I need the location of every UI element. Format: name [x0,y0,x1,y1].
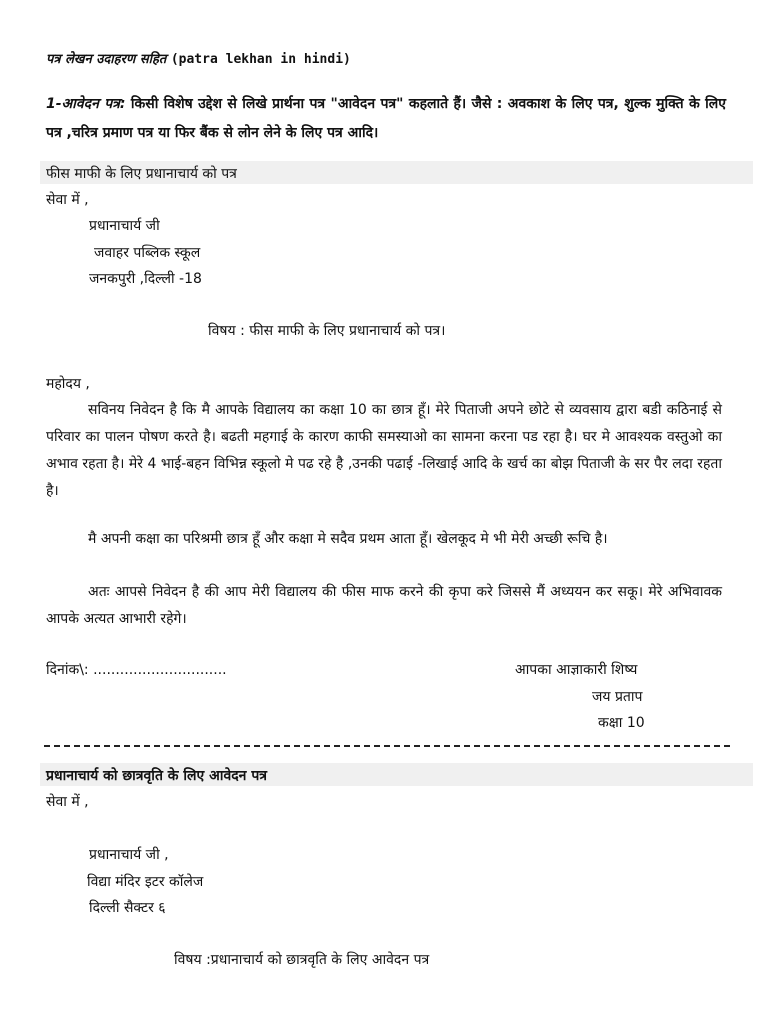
letter2-address-line-1: प्रधानाचार्य जी , [89,847,169,863]
letter1-salutation-to: सेवा में , [46,192,89,208]
letter2-subject: विषय :प्रधानाचार्य को छात्रवृति के लिए आवेदन पत्र [174,952,430,968]
letter1-body-paragraph-1 [46,397,722,505]
letter1-address-line-3: जनकपुरी ,दिल्ली -18 [89,271,202,287]
letter1-body-paragraph-3 [46,579,722,633]
letter2-salutation-to: सेवा में , [46,794,89,810]
intro-text: किसी विशेष उद्देश से लिखे प्रार्थना पत्र "आवेदन पत्र" कहलाते हैं। जैसे : अवकाश के लिए पत्र, शुल्क मुक्ति के लिए पत्र ,चरित्र प्रमाण पत्र या फिर बैंक से लोन लेने के लिए पत्र आदि। [46,96,726,141]
intro-paragraph [46,90,726,148]
letter1-para3-text: अतः आपसे निवेदन है की आप मेरी विद्यालय की फीस माफ करने की कृपा करे जिससे मैं अध्ययन कर सकू। मेरे अभिवावक आपके अत्यत आभारी रहेगे। [46,584,722,627]
document-title [46,49,351,67]
letter1-para1-text: सविनय निवेदन है कि मै आपके विद्यालय का कक्षा 10 का छात्र हूँ। मेरे पिताजी अपने छोटे से व्यवसाय द्वारा बडी कठिनाई से परिवार का पालन पोषण करते है। बढती महगाई के कारण काफी समस्याओ का सामना करना पड रहा है। घर मे आवश्यक वस्तुओ का अभाव रहता है। मेरे 4 भाई-बहन विभिन्न स्कूलो मे पढ रहे है ,उनकी पढाई -लिखाई आदि के खर्च का बोझ पिताजी के सर पैर लदा रहता है। [46,402,722,499]
letter1-para2-text: मै अपनी कक्षा का परिश्रमी छात्र हूँ और कक्षा मे सदैव प्रथम आता हूँ। खेलकूद मे भी मेरी अच्छी रूचि है। [88,531,608,547]
letter1-heading: फीस माफी के लिए प्रधानाचार्य को पत्र [46,166,237,182]
letter2-address-line-3: दिल्ली सैक्टर ६ [89,900,166,916]
title-latin: (patra lekhan in hindi) [170,52,351,67]
letter1-body-paragraph-2 [46,526,722,553]
letter2-address-line-2: विद्या मंदिर इटर कॉलेज [87,874,204,890]
title-hindi: पत्र लेखन उदाहरण सहित [46,52,167,67]
letter1-subject: विषय : फीस माफी के लिए प्रधानाचार्य को पत्र। [208,323,446,339]
letter1-signoff: आपका आज्ञाकारी शिष्य [515,662,638,678]
intro-lead: 1-आवेदन पत्र: [46,96,126,112]
letter1-address-line-2: जवाहर पब्लिक स्कूल [94,245,201,261]
letter1-signer-name: जय प्रताप [592,689,643,705]
letter1-greeting: महोदय , [46,376,90,392]
letter1-date-line: दिनांक\: .............................. [46,662,227,678]
section-divider [44,745,730,747]
letter2-heading: प्रधानाचार्य को छात्रवृति के लिए आवेदन पत्र [46,768,268,784]
letter1-signer-class: कक्षा 10 [598,715,645,731]
letter1-address-line-1: प्रधानाचार्य जी [89,218,160,234]
